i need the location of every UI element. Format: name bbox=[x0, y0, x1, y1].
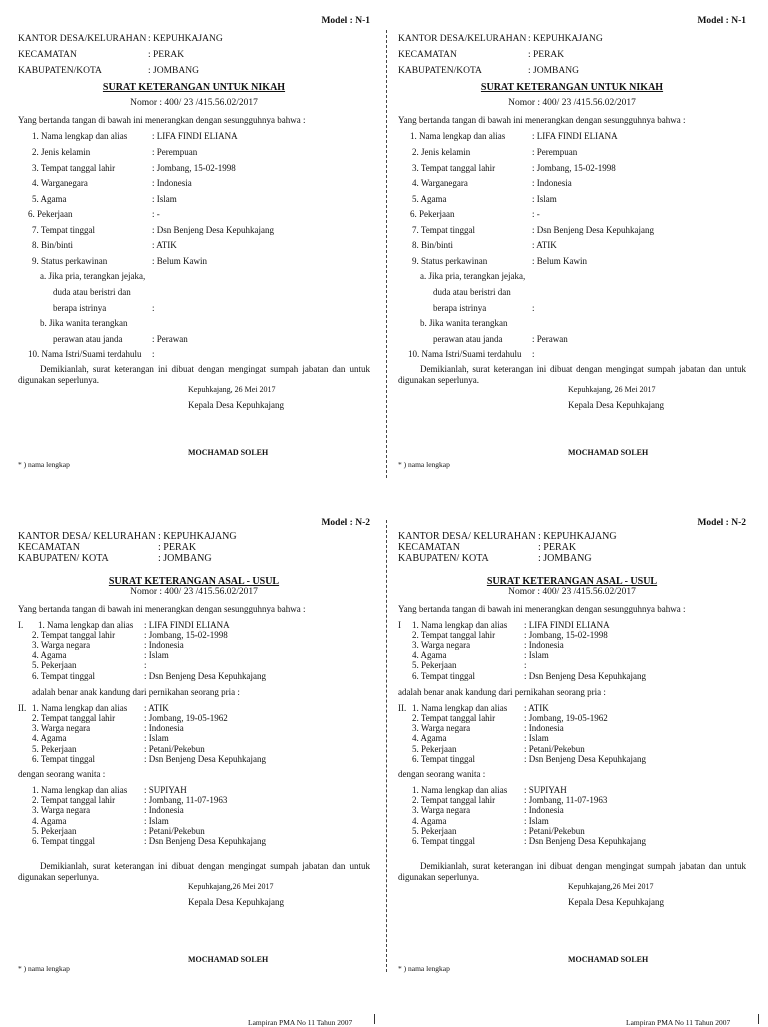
sub-b-line1: b. Jika wanita terangkan bbox=[40, 318, 128, 328]
letter-number: Nomor : 400/ 23 /415.56.02/2017 bbox=[130, 587, 258, 597]
field-value: : Jombang, 11-07-1963 bbox=[524, 795, 608, 805]
field-value: : Belum Kawin bbox=[152, 256, 207, 266]
field-value: : Indonesia bbox=[524, 805, 564, 815]
field-label: 3. Warga negara bbox=[32, 723, 91, 733]
field-label: 4. Agama bbox=[32, 650, 67, 660]
field-label: 1. Nama lengkap dan alias bbox=[38, 620, 134, 630]
field-label: 2. Tempat tanggal lahir bbox=[32, 630, 116, 640]
footnote: * ) nama lengkap bbox=[398, 460, 450, 469]
field-label: 7. Tempat tinggal bbox=[412, 225, 475, 235]
sub-a-line2: duda atau beristri dan bbox=[53, 287, 131, 297]
footnote: * ) nama lengkap bbox=[18, 460, 70, 469]
header-regency: KABUPATEN/KOTA : JOMBANG bbox=[398, 66, 579, 76]
field-label: 2. Tempat tanggal lahir bbox=[32, 713, 116, 723]
field-label: 4. Agama bbox=[32, 816, 67, 826]
field-label: 6. Pekerjaan bbox=[410, 209, 455, 219]
field-label: 1. Nama lengkap dan alias bbox=[410, 131, 506, 141]
field-value: : Islam bbox=[152, 194, 177, 204]
field-value: : ATIK bbox=[532, 240, 557, 250]
field-value: : Jombang, 15-02-1998 bbox=[144, 630, 228, 640]
separator-top bbox=[386, 30, 387, 478]
field-value: : Dsn Benjeng Desa Kepuhkajang bbox=[144, 671, 266, 681]
letter-number: Nomor : 400/ 23 /415.56.02/2017 bbox=[130, 98, 258, 108]
field-label: 6. Tempat tinggal bbox=[32, 836, 95, 846]
n2-form-right bbox=[398, 518, 746, 978]
letter-number: Nomor : 400/ 23 /415.56.02/2017 bbox=[508, 98, 636, 108]
signer-name: MOCHAMAD SOLEH bbox=[568, 955, 649, 964]
sub-b-line1: b. Jika wanita terangkan bbox=[420, 318, 508, 328]
section-2-number: II. bbox=[18, 703, 27, 713]
field-label: 9. Status perkawinan bbox=[412, 256, 488, 266]
letter-title: SURAT KETERANGAN UNTUK NIKAH bbox=[480, 82, 664, 93]
sign-date: Kepuhkajang,26 Mei 2017 bbox=[188, 882, 274, 891]
field-label: 2. Tempat tanggal lahir bbox=[412, 795, 496, 805]
field-value: : Islam bbox=[532, 194, 557, 204]
sub-b-value: : Perawan bbox=[152, 334, 188, 344]
signer-name: MOCHAMAD SOLEH bbox=[188, 955, 269, 964]
field-label: 2. Tempat tanggal lahir bbox=[412, 630, 496, 640]
field-label: 3. Warga negara bbox=[32, 805, 91, 815]
field-label: 3. Tempat tanggal lahir bbox=[32, 163, 116, 173]
field-label: 1. Nama lengkap dan alias bbox=[412, 620, 508, 630]
field-value: : Jombang, 15-02-1998 bbox=[152, 163, 236, 173]
n1-form-right bbox=[398, 16, 746, 476]
field-value: : Indonesia bbox=[144, 723, 184, 733]
bottom-attachment-right: Lampiran PMA No 11 Tahun 2007 bbox=[626, 1018, 731, 1027]
field-value: : Islam bbox=[524, 816, 549, 826]
field-value: : LIFA FINDI ELIANA bbox=[532, 131, 618, 141]
field-value: : Jombang, 15-02-1998 bbox=[524, 630, 608, 640]
footnote: * ) nama lengkap bbox=[18, 964, 70, 973]
field-value: : Perempuan bbox=[152, 147, 198, 157]
sub-a-value: : bbox=[532, 303, 535, 313]
field-value: : Indonesia bbox=[524, 640, 564, 650]
field-value: : Jombang, 19-05-1962 bbox=[144, 713, 228, 723]
field-label: 4. Agama bbox=[412, 650, 447, 660]
field-label: 1. Nama lengkap dan alias bbox=[32, 703, 128, 713]
field-value: : Dsn Benjeng Desa Kepuhkajang bbox=[152, 225, 274, 235]
field-value: : Petani/Pekebun bbox=[524, 826, 585, 836]
parent-mother-intro: dengan seorang wanita : bbox=[398, 769, 486, 779]
model-label: Model : N-2 bbox=[321, 518, 370, 528]
bottom-attachment-left: Lampiran PMA No 11 Tahun 2007 bbox=[248, 1018, 353, 1027]
sub-b-line2: perawan atau janda bbox=[53, 334, 123, 344]
sub-b-line2: perawan atau janda bbox=[433, 334, 503, 344]
sub-b-value: : Perawan bbox=[532, 334, 568, 344]
sign-office: Kepala Desa Kepuhkajang bbox=[188, 897, 284, 907]
n2-form-left bbox=[18, 518, 370, 978]
field-value: : Dsn Benjeng Desa Kepuhkajang bbox=[524, 754, 646, 764]
sign-date: Kepuhkajang, 26 Mei 2017 bbox=[188, 385, 276, 394]
header-office: KANTOR DESA/ KELURAHAN : KEPUHKAJANG bbox=[398, 531, 617, 542]
field-value: : ATIK bbox=[144, 703, 169, 713]
field-value: : - bbox=[532, 209, 540, 219]
field-10-value: : bbox=[152, 349, 155, 359]
field-label: 3. Warga negara bbox=[32, 640, 91, 650]
field-label: 5. Pekerjaan bbox=[32, 660, 77, 670]
field-value: : Petani/Pekebun bbox=[144, 826, 205, 836]
field-value: : Jombang, 11-07-1963 bbox=[144, 795, 228, 805]
section-1-number: I. bbox=[18, 620, 24, 630]
sub-a-line3: berapa istrinya bbox=[53, 303, 107, 313]
sub-a-value: : bbox=[152, 303, 155, 313]
field-label: 1. Nama lengkap dan alias bbox=[412, 785, 508, 795]
field-label: 1. Nama lengkap dan alias bbox=[32, 131, 128, 141]
field-value: : ATIK bbox=[524, 703, 549, 713]
field-value: : Islam bbox=[524, 733, 549, 743]
field-10-label: 10. Nama Istri/Suami terdahulu bbox=[408, 349, 522, 359]
field-label: 6. Tempat tinggal bbox=[32, 671, 95, 681]
field-label: 4. Agama bbox=[412, 733, 447, 743]
field-value: : Jombang, 19-05-1962 bbox=[524, 713, 608, 723]
field-label: 3. Warga negara bbox=[412, 723, 471, 733]
n1-form-left bbox=[18, 16, 370, 476]
field-label: 5. Agama bbox=[32, 194, 67, 204]
field-label: 5. Pekerjaan bbox=[412, 826, 457, 836]
field-10-value: : bbox=[532, 349, 535, 359]
field-value: : SUPIYAH bbox=[524, 785, 567, 795]
intro-text: Yang bertanda tangan di bawah ini menerangkan dengan sesungguhnya bahwa : bbox=[398, 604, 686, 614]
field-value: : Belum Kawin bbox=[532, 256, 587, 266]
field-value: : - bbox=[152, 209, 160, 219]
field-label: 4. Warganegara bbox=[412, 178, 468, 188]
sign-office: Kepala Desa Kepuhkajang bbox=[568, 400, 664, 410]
footnote: * ) nama lengkap bbox=[398, 964, 450, 973]
model-label: Model : N-1 bbox=[697, 16, 746, 26]
intro-text: Yang bertanda tangan di bawah ini menerangkan dengan sesungguhnya bahwa : bbox=[398, 115, 686, 125]
header-regency: KABUPATEN/ KOTA : JOMBANG bbox=[18, 553, 212, 564]
closing-text: Demikianlah, surat keterangan ini dibuat dengan mengingat sumpah jabatan dan untuk digunakan seperlunya. bbox=[398, 364, 746, 385]
field-label: 6. Tempat tinggal bbox=[32, 754, 95, 764]
header-office: KANTOR DESA/KELURAHAN : KEPUHKAJANG bbox=[398, 34, 603, 44]
field-label: 5. Agama bbox=[412, 194, 447, 204]
field-label: 2. Tempat tanggal lahir bbox=[412, 713, 496, 723]
field-label: 6. Pekerjaan bbox=[28, 209, 73, 219]
field-10-label: 10. Nama Istri/Suami terdahulu bbox=[28, 349, 142, 359]
field-value: : Islam bbox=[144, 733, 169, 743]
sign-date: Kepuhkajang,26 Mei 2017 bbox=[568, 882, 654, 891]
field-value: : Islam bbox=[524, 650, 549, 660]
field-value: : Indonesia bbox=[144, 640, 184, 650]
field-value: : LIFA FINDI ELIANA bbox=[144, 620, 230, 630]
field-value: : Dsn Benjeng Desa Kepuhkajang bbox=[524, 671, 646, 681]
intro-text: Yang bertanda tangan di bawah ini menerangkan dengan sesungguhnya bahwa : bbox=[18, 115, 306, 125]
field-label: 6. Tempat tinggal bbox=[412, 836, 475, 846]
header-office: KANTOR DESA/KELURAHAN : KEPUHKAJANG bbox=[18, 34, 223, 44]
field-label: 3. Warga negara bbox=[412, 805, 471, 815]
field-value: : SUPIYAH bbox=[144, 785, 187, 795]
field-value: : Perempuan bbox=[532, 147, 578, 157]
field-value: : LIFA FINDI ELIANA bbox=[152, 131, 238, 141]
header-district: KECAMATAN : PERAK bbox=[398, 542, 577, 553]
section-2-number: II. bbox=[398, 703, 407, 713]
field-value: : Petani/Pekebun bbox=[524, 744, 585, 754]
signer-name: MOCHAMAD SOLEH bbox=[568, 448, 649, 457]
field-value: : Petani/Pekebun bbox=[144, 744, 205, 754]
sign-date: Kepuhkajang, 26 Mei 2017 bbox=[568, 385, 656, 394]
intro-text: Yang bertanda tangan di bawah ini menerangkan dengan sesungguhnya bahwa : bbox=[18, 604, 306, 614]
parent-mother-intro: dengan seorang wanita : bbox=[18, 769, 106, 779]
field-label: 8. Bin/binti bbox=[412, 240, 454, 250]
field-label: 4. Agama bbox=[412, 816, 447, 826]
sub-a-line2: duda atau beristri dan bbox=[433, 287, 511, 297]
field-value: : Dsn Benjeng Desa Kepuhkajang bbox=[524, 836, 646, 846]
header-office: KANTOR DESA/ KELURAHAN : KEPUHKAJANG bbox=[18, 531, 237, 542]
parent-father-intro: adalah benar anak kandung dari pernikahan seorang pria : bbox=[32, 687, 240, 697]
field-label: 5. Pekerjaan bbox=[412, 660, 457, 670]
field-label: 1. Nama lengkap dan alias bbox=[32, 785, 128, 795]
header-regency: KABUPATEN/ KOTA : JOMBANG bbox=[398, 553, 592, 564]
field-value: : LIFA FINDI ELIANA bbox=[524, 620, 610, 630]
field-label: 5. Pekerjaan bbox=[412, 744, 457, 754]
separator-bottom bbox=[386, 520, 387, 972]
field-value: : Dsn Benjeng Desa Kepuhkajang bbox=[532, 225, 654, 235]
bottom-bar-left bbox=[374, 1014, 375, 1024]
model-label: Model : N-2 bbox=[697, 518, 746, 528]
letter-title: SURAT KETERANGAN ASAL - USUL bbox=[486, 576, 658, 587]
field-label: 3. Tempat tanggal lahir bbox=[412, 163, 496, 173]
field-value: : ATIK bbox=[152, 240, 177, 250]
letter-number: Nomor : 400/ 23 /415.56.02/2017 bbox=[508, 587, 636, 597]
field-label: 2. Tempat tanggal lahir bbox=[32, 795, 116, 805]
header-district: KECAMATAN : PERAK bbox=[18, 50, 185, 60]
field-label: 1. Nama lengkap dan alias bbox=[412, 703, 508, 713]
field-value: : Indonesia bbox=[152, 178, 192, 188]
field-value: : Dsn Benjeng Desa Kepuhkajang bbox=[144, 754, 266, 764]
field-value: : Islam bbox=[144, 816, 169, 826]
header-regency: KABUPATEN/KOTA : JOMBANG bbox=[18, 66, 199, 76]
closing-text: Demikianlah, surat keterangan ini dibuat dengan mengingat sumpah jabatan dan untuk digunakan seperlunya. bbox=[18, 364, 370, 385]
header-district: KECAMATAN : PERAK bbox=[398, 50, 565, 60]
model-label: Model : N-1 bbox=[321, 16, 370, 26]
field-value: : Jombang, 15-02-1998 bbox=[532, 163, 616, 173]
section-1-number: I bbox=[398, 620, 401, 630]
field-value: : bbox=[524, 660, 527, 670]
field-value: : Dsn Benjeng Desa Kepuhkajang bbox=[144, 836, 266, 846]
field-value: : Islam bbox=[144, 650, 169, 660]
parent-father-intro: adalah benar anak kandung dari pernikahan seorang pria : bbox=[398, 687, 606, 697]
closing-text: Demikianlah, surat keterangan ini dibuat dengan mengingat sumpah jabatan dan untuk digunakan seperlunya. bbox=[398, 861, 746, 882]
field-value: : Indonesia bbox=[144, 805, 184, 815]
field-label: 6. Tempat tinggal bbox=[412, 754, 475, 764]
field-label: 7. Tempat tinggal bbox=[32, 225, 95, 235]
letter-title: SURAT KETERANGAN ASAL - USUL bbox=[108, 576, 280, 587]
field-value: : Indonesia bbox=[532, 178, 572, 188]
closing-text: Demikianlah, surat keterangan ini dibuat dengan mengingat sumpah jabatan dan untuk digunakan seperlunya. bbox=[18, 861, 370, 882]
sub-a-line3: berapa istrinya bbox=[433, 303, 487, 313]
field-label: 4. Agama bbox=[32, 733, 67, 743]
field-label: 9. Status perkawinan bbox=[32, 256, 108, 266]
field-label: 2. Jenis kelamin bbox=[32, 147, 91, 157]
sign-office: Kepala Desa Kepuhkajang bbox=[188, 400, 284, 410]
sub-a-line1: a. Jika pria, terangkan jejaka, bbox=[420, 271, 526, 281]
field-label: 8. Bin/binti bbox=[32, 240, 74, 250]
field-label: 3. Warga negara bbox=[412, 640, 471, 650]
sub-a-line1: a. Jika pria, terangkan jejaka, bbox=[40, 271, 146, 281]
field-label: 6. Tempat tinggal bbox=[412, 671, 475, 681]
field-label: 2. Jenis kelamin bbox=[412, 147, 471, 157]
field-label: 5. Pekerjaan bbox=[32, 744, 77, 754]
field-label: 4. Warganegara bbox=[32, 178, 88, 188]
bottom-bar-right bbox=[758, 1014, 759, 1024]
field-value: : Indonesia bbox=[524, 723, 564, 733]
signer-name: MOCHAMAD SOLEH bbox=[188, 448, 269, 457]
letter-title: SURAT KETERANGAN UNTUK NIKAH bbox=[102, 82, 286, 93]
field-value: : bbox=[144, 660, 147, 670]
field-label: 5. Pekerjaan bbox=[32, 826, 77, 836]
sign-office: Kepala Desa Kepuhkajang bbox=[568, 897, 664, 907]
header-district: KECAMATAN : PERAK bbox=[18, 542, 197, 553]
